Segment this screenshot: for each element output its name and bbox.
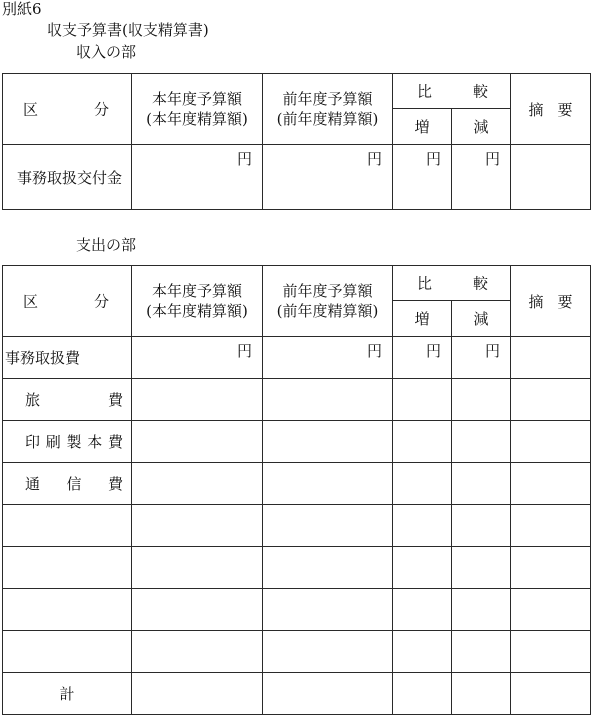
expense-row-label-printing [3, 421, 132, 463]
blank-cell [263, 589, 393, 631]
header-comparison [393, 74, 511, 109]
header-category-char-2: 分 [93, 100, 109, 119]
label-char: 印 [25, 433, 41, 451]
expense-row-label: 事務取扱費 [3, 337, 132, 379]
yen-unit-cell [452, 337, 511, 379]
table-row [3, 145, 591, 210]
amount-cell [452, 379, 511, 421]
total-cell [452, 673, 511, 715]
amount-cell [263, 421, 393, 463]
blank-cell [3, 547, 132, 589]
blank-cell [132, 589, 263, 631]
blank-cell [3, 631, 132, 673]
table-row [3, 463, 591, 505]
header-category-char-1: 区 [23, 292, 39, 311]
amount-cell [393, 463, 452, 505]
blank-cell [132, 631, 263, 673]
header-comparison-char-1: 比 [417, 82, 433, 101]
blank-cell [393, 505, 452, 547]
amount-cell [132, 421, 263, 463]
table-row-blank [3, 631, 591, 673]
blank-cell [393, 547, 452, 589]
total-cell [263, 673, 393, 715]
header-previous-year-line2: (前年度精算額) [276, 110, 379, 128]
table-row [3, 379, 591, 421]
blank-cell [452, 505, 511, 547]
income-table [2, 73, 591, 210]
expense-row-label-communication [3, 463, 132, 505]
expense-section-heading: 支出の部 [76, 236, 137, 254]
yen-unit-cell [263, 337, 393, 379]
remarks-cell [511, 421, 591, 463]
amount-cell [393, 379, 452, 421]
header-increase: 増 [393, 301, 452, 337]
header-category-char-2: 分 [93, 292, 109, 311]
yen-unit: 円 [484, 150, 500, 168]
blank-cell [132, 505, 263, 547]
yen-unit-cell [393, 337, 452, 379]
blank-cell [263, 547, 393, 589]
header-comparison-char-2: 較 [472, 274, 488, 293]
amount-cell [132, 463, 263, 505]
amount-cell [452, 463, 511, 505]
table-row-blank [3, 589, 591, 631]
header-decrease: 減 [452, 109, 511, 145]
table-row [3, 421, 591, 463]
amount-cell [263, 463, 393, 505]
table-row-total [3, 673, 591, 715]
blank-cell [511, 505, 591, 547]
label-char: 費 [107, 475, 123, 493]
remarks-cell [511, 463, 591, 505]
table-row-blank [3, 547, 591, 589]
remarks-cell [511, 379, 591, 421]
yen-unit: 円 [425, 150, 441, 168]
label-char: 通 [25, 475, 41, 493]
header-previous-year-line1: 前年度予算額 [282, 90, 373, 108]
header-category [3, 266, 132, 337]
expense-row-label-travel [3, 379, 132, 421]
label-char: 費 [107, 391, 123, 409]
header-decrease: 減 [452, 301, 511, 337]
blank-cell [393, 631, 452, 673]
header-previous-year-line1: 前年度予算額 [282, 282, 373, 300]
yen-unit-cell [263, 145, 393, 210]
header-current-year-line1: 本年度予算額 [151, 282, 242, 300]
yen-unit: 円 [366, 342, 382, 360]
blank-cell [3, 505, 132, 547]
label-char: 製 [66, 433, 82, 451]
blank-cell [452, 631, 511, 673]
yen-unit-cell [132, 337, 263, 379]
total-cell [393, 673, 452, 715]
annex-label: 別紙6 [2, 0, 42, 18]
yen-unit: 円 [484, 342, 500, 360]
remarks-cell [511, 673, 591, 715]
amount-cell [393, 421, 452, 463]
header-comparison-char-2: 較 [472, 82, 488, 101]
income-section-heading: 収入の部 [76, 43, 137, 61]
header-category [3, 74, 132, 145]
yen-unit-cell [132, 145, 263, 210]
label-char: 旅 [25, 391, 41, 409]
header-previous-year-line2: (前年度精算額) [276, 302, 379, 320]
blank-cell [263, 631, 393, 673]
remarks-cell [511, 145, 591, 210]
expense-table [2, 265, 591, 715]
label-char: 費 [107, 433, 123, 451]
yen-unit-cell [452, 145, 511, 210]
header-current-year [132, 266, 263, 337]
blank-cell [452, 547, 511, 589]
blank-cell [393, 589, 452, 631]
remarks-cell [511, 337, 591, 379]
blank-cell [452, 589, 511, 631]
header-current-year-line1: 本年度予算額 [151, 90, 242, 108]
header-category-char-1: 区 [23, 100, 39, 119]
income-row-label: 事務取扱交付金 [3, 145, 132, 210]
blank-cell [511, 547, 591, 589]
amount-cell [263, 379, 393, 421]
total-label: 計 [3, 673, 132, 715]
header-increase: 増 [393, 109, 452, 145]
header-comparison [393, 266, 511, 301]
table-row [3, 337, 591, 379]
yen-unit: 円 [236, 342, 252, 360]
blank-cell [511, 589, 591, 631]
header-current-year [132, 74, 263, 145]
blank-cell [511, 631, 591, 673]
header-previous-year [263, 74, 393, 145]
table-row-blank [3, 505, 591, 547]
blank-cell [3, 589, 132, 631]
amount-cell [452, 421, 511, 463]
yen-unit: 円 [236, 150, 252, 168]
header-remarks: 摘要 [511, 266, 591, 337]
header-comparison-char-1: 比 [417, 274, 433, 293]
header-remarks: 摘要 [511, 74, 591, 145]
amount-cell [132, 379, 263, 421]
blank-cell [263, 505, 393, 547]
yen-unit: 円 [366, 150, 382, 168]
header-current-year-line2: (本年度精算額) [146, 302, 248, 320]
blank-cell [132, 547, 263, 589]
label-char: 刷 [45, 433, 61, 451]
header-previous-year [263, 266, 393, 337]
document-title: 収支予算書(収支精算書) [47, 21, 209, 39]
yen-unit-cell [393, 145, 452, 210]
total-cell [132, 673, 263, 715]
label-char: 本 [87, 433, 103, 451]
label-char: 信 [66, 475, 82, 493]
yen-unit: 円 [425, 342, 441, 360]
header-current-year-line2: (本年度精算額) [146, 110, 248, 128]
